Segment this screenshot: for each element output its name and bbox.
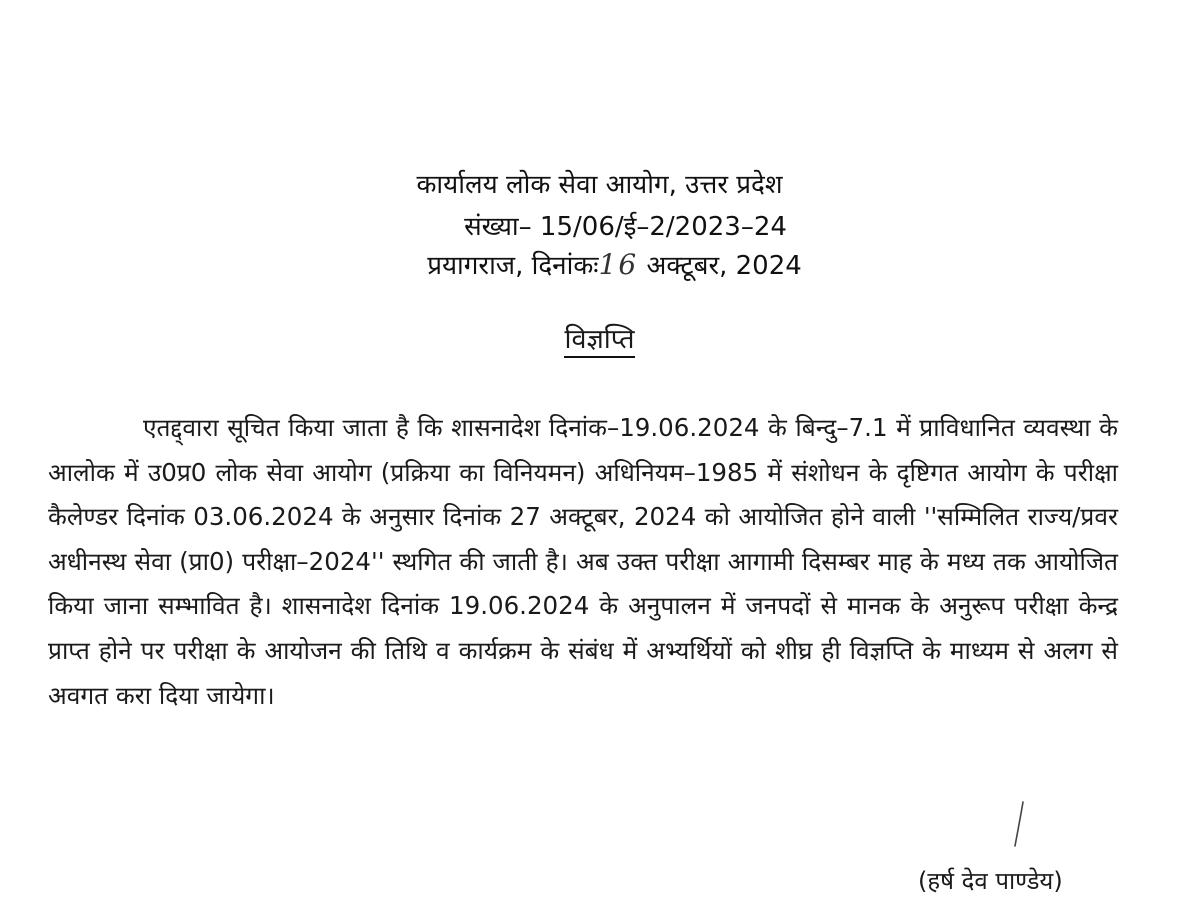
place-date-line — [0, 250, 1199, 281]
office-heading — [0, 170, 1199, 200]
place-date-suffix: अक्टूबर, 2024 — [638, 251, 802, 281]
notice-title-text: विज्ञप्ति — [564, 324, 634, 358]
office-name: कार्यालय लोक सेवा आयोग, उत्तर प्रदेश — [416, 170, 783, 200]
signature-mark — [1012, 800, 1026, 848]
place-date-prefix: प्रयागराज, दिनांकः — [427, 251, 599, 281]
notice-title — [0, 322, 1199, 358]
handwritten-date-day: 16 — [598, 248, 639, 281]
reference-line — [0, 212, 1199, 242]
notice-body: एतद्द्वारा सूचित किया जाता है कि शासनादेश दिनांक–19.06.2024 के बिन्दु–7.1 में प्राविधानित व्यवस्था के आलोक में उ0प्र0 लोक सेवा आयोग (प्रक्रिया का विनियमन) अधिनियम–1985 में संशोधन के दृष्टिगत आयोग के परीक्षा कैलेण्डर दिनांक 03.06.2024 के अनुसार दिनांक 27 अक्टूबर, 2024 को आयोजित होने वाली ''सम्मिलित राज्य/प्रवर अधीनस्थ सेवा (प्रा0) परीक्षा–2024'' स्थगित की जाती है। अब उक्त परीक्षा आगामी दिसम्बर माह के मध्य तक आयोजित किया जाना सम्भावित है। शासनादेश दिनांक 19.06.2024 के अनुपालन में जनपदों से मानक के अनुरूप परीक्षा केन्द्र प्राप्त होने पर परीक्षा के आयोजन की तिथि व कार्यक्रम के संबंध में अभ्यर्थियों को शीघ्र ही विज्ञप्ति के माध्यम से अलग से अवगत करा दिया जायेगा। — [48, 413, 1118, 710]
reference-number: संख्या– 15/06/ई–2/2023–24 — [464, 212, 787, 242]
signatory-name: (हर्ष देव पाण्डेय) — [918, 867, 1063, 895]
